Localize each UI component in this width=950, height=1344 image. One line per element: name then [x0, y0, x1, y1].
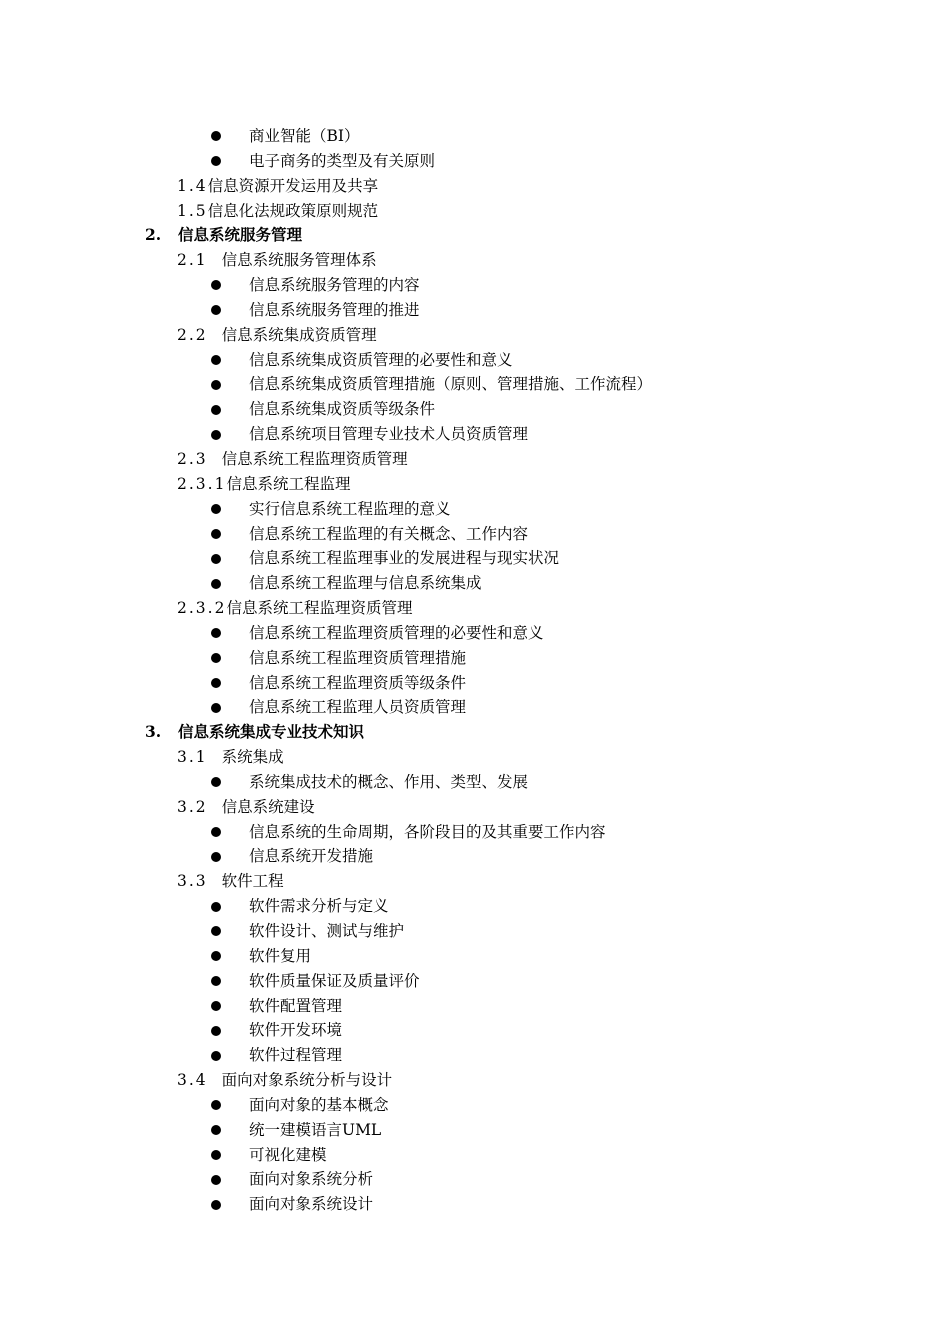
- bullet-item-text: 信息系统服务管理的推进: [249, 300, 420, 319]
- bullet-item-text: 信息系统集成资质等级条件: [249, 400, 436, 419]
- bullet-item-text: 面向对象系统设计: [249, 1195, 374, 1214]
- bullet-item-text: 信息系统工程监理的有关概念、工作内容: [249, 524, 529, 543]
- subsection-title: 面向对象系统分析与设计: [221, 1071, 393, 1090]
- subsection-number: 2.2: [177, 325, 208, 344]
- bullet-item-text: 实行信息系统工程监理的意义: [249, 499, 451, 518]
- bullet-dot-icon: [211, 951, 221, 961]
- bullet-item: [0, 944, 950, 969]
- bullet-dot-icon: [211, 380, 221, 390]
- bullet-dot-icon: [211, 1125, 221, 1135]
- bullet-item-text: 面向对象的基本概念: [249, 1095, 389, 1114]
- bullet-item: [0, 1018, 950, 1043]
- bullet-item-text: 信息系统工程监理事业的发展进程与现实状况: [249, 549, 560, 568]
- section-heading: [0, 720, 950, 745]
- subsection-heading: [0, 199, 950, 224]
- section-heading-number: 3.: [145, 722, 162, 742]
- document-outline: [0, 124, 950, 1217]
- bullet-dot-icon: [211, 1175, 221, 1185]
- subsection-heading: [0, 869, 950, 894]
- bullet-item-text: 信息系统服务管理的内容: [249, 276, 420, 295]
- bullet-dot-icon: [211, 703, 221, 713]
- subsection-heading: [0, 174, 950, 199]
- bullet-item-text: 软件需求分析与定义: [249, 897, 389, 916]
- subsection-number: 3.2: [177, 797, 208, 816]
- subsection-heading: [0, 472, 950, 497]
- bullet-item-text: 信息系统的生命周期，各阶段目的及其重要工作内容: [249, 822, 606, 841]
- bullet-dot-icon: [211, 355, 221, 365]
- subsection-heading: [0, 795, 950, 820]
- bullet-item: [0, 695, 950, 720]
- subsection-number: 2.3.2: [177, 599, 227, 618]
- bullet-item: [0, 1093, 950, 1118]
- bullet-item: [0, 397, 950, 422]
- bullet-dot-icon: [211, 1026, 221, 1036]
- bullet-item: [0, 546, 950, 571]
- subsection-number: 1.5: [177, 201, 208, 220]
- bullet-item: [0, 994, 950, 1019]
- subsection-heading: [0, 323, 950, 348]
- bullet-item-text: 面向对象系统分析: [249, 1170, 374, 1189]
- subsection-title: 信息系统建设: [221, 797, 315, 816]
- bullet-dot-icon: [211, 430, 221, 440]
- bullet-item-text: 软件质量保证及质量评价: [249, 971, 420, 990]
- bullet-dot-icon: [211, 156, 221, 166]
- bullet-dot-icon: [211, 852, 221, 862]
- bullet-item: [0, 372, 950, 397]
- bullet-item-text: 软件设计、测试与维护: [249, 922, 405, 940]
- subsection-heading: [0, 447, 950, 472]
- bullet-item: [0, 1167, 950, 1192]
- subsection-number: 3.4: [177, 1071, 208, 1090]
- bullet-item-text: 软件开发环境: [249, 1021, 343, 1040]
- bullet-item: [0, 348, 950, 373]
- bullet-dot-icon: [211, 678, 221, 688]
- bullet-dot-icon: [211, 976, 221, 986]
- subsection-title: 信息资源开发运用及共享: [207, 176, 379, 195]
- bullet-item: [0, 646, 950, 671]
- subsection-number: 3.1: [177, 748, 208, 767]
- bullet-item-text: 信息系统集成资质管理的必要性和意义: [249, 350, 513, 369]
- subsection-title: 信息系统工程监理资质管理: [221, 449, 408, 468]
- subsection-number: 2.3.1: [177, 474, 227, 493]
- bullet-item-text: 信息系统工程监理与信息系统集成: [249, 574, 482, 593]
- bullet-item-text: 统一建模语言UML: [249, 1120, 382, 1139]
- bullet-item: [0, 894, 950, 919]
- bullet-item: [0, 497, 950, 522]
- bullet-dot-icon: [211, 504, 221, 514]
- section-heading-number: 2.: [145, 225, 162, 245]
- bullet-item: [0, 422, 950, 447]
- bullet-dot-icon: [211, 902, 221, 912]
- bullet-item: [0, 844, 950, 869]
- bullet-dot-icon: [211, 305, 221, 315]
- bullet-dot-icon: [211, 1100, 221, 1110]
- bullet-item: [0, 1143, 950, 1168]
- bullet-item: [0, 1192, 950, 1217]
- bullet-item-text: 可视化建模: [249, 1145, 327, 1164]
- subsection-number: 1.4: [177, 176, 208, 195]
- subsection-title: 系统集成: [221, 748, 284, 767]
- bullet-item-text: 软件复用: [249, 946, 312, 965]
- bullet-item: [0, 820, 950, 845]
- bullet-dot-icon: [211, 1051, 221, 1061]
- bullet-item-text: 软件过程管理: [249, 1046, 343, 1065]
- bullet-dot-icon: [211, 926, 221, 936]
- subsection-heading: [0, 745, 950, 770]
- bullet-item: [0, 621, 950, 646]
- bullet-dot-icon: [211, 1200, 221, 1210]
- bullet-dot-icon: [211, 628, 221, 638]
- subsection-title: 信息化法规政策原则规范: [207, 201, 379, 220]
- bullet-dot-icon: [211, 579, 221, 589]
- subsection-title: 信息系统工程监理资质管理: [226, 599, 413, 618]
- bullet-item: [0, 1043, 950, 1068]
- bullet-dot-icon: [211, 827, 221, 837]
- bullet-dot-icon: [211, 280, 221, 290]
- bullet-dot-icon: [211, 529, 221, 539]
- subsection-title: 信息系统工程监理: [226, 474, 351, 493]
- bullet-dot-icon: [211, 131, 221, 141]
- bullet-item: [0, 124, 950, 149]
- subsection-title: 信息系统服务管理体系: [221, 251, 377, 270]
- subsection-heading: [0, 596, 950, 621]
- bullet-item: [0, 1118, 950, 1143]
- bullet-item: [0, 671, 950, 696]
- bullet-item-text: 信息系统开发措施: [249, 847, 374, 866]
- subsection-number: 3.3: [177, 872, 208, 891]
- bullet-item-text: 商业智能（BI）: [249, 127, 360, 145]
- bullet-item: [0, 149, 950, 174]
- bullet-item-text: 软件配置管理: [249, 996, 343, 1015]
- bullet-item: [0, 969, 950, 994]
- bullet-item-text: 信息系统集成资质管理措施（原则、管理措施、工作流程）: [249, 375, 653, 394]
- subsection-number: 2.1: [177, 251, 208, 270]
- bullet-item-text: 信息系统工程监理人员资质管理: [249, 698, 467, 717]
- bullet-dot-icon: [211, 777, 221, 787]
- bullet-item-text: 系统集成技术的概念、作用、类型、发展: [249, 772, 529, 791]
- bullet-dot-icon: [211, 653, 221, 663]
- section-heading: [0, 223, 950, 248]
- bullet-item: [0, 522, 950, 547]
- bullet-item-text: 信息系统项目管理专业技术人员资质管理: [249, 425, 529, 444]
- subsection-heading: [0, 248, 950, 273]
- bullet-item: [0, 298, 950, 323]
- bullet-item: [0, 571, 950, 596]
- subsection-heading: [0, 1068, 950, 1093]
- section-heading-title: 信息系统服务管理: [178, 225, 303, 245]
- subsection-title: 信息系统集成资质管理: [221, 325, 377, 344]
- subsection-title: 软件工程: [221, 872, 284, 891]
- bullet-item: [0, 770, 950, 795]
- section-heading-title: 信息系统集成专业技术知识: [178, 722, 365, 742]
- bullet-dot-icon: [211, 554, 221, 564]
- bullet-item: [0, 919, 950, 944]
- bullet-item-text: 信息系统工程监理资质等级条件: [249, 673, 467, 692]
- bullet-item-text: 信息系统工程监理资质管理措施: [249, 648, 467, 667]
- bullet-dot-icon: [211, 1001, 221, 1011]
- bullet-dot-icon: [211, 1150, 221, 1160]
- bullet-item-text: 信息系统工程监理资质管理的必要性和意义: [249, 623, 544, 642]
- subsection-number: 2.3: [177, 449, 208, 468]
- bullet-item: [0, 273, 950, 298]
- bullet-item-text: 电子商务的类型及有关原则: [249, 151, 436, 170]
- bullet-dot-icon: [211, 405, 221, 415]
